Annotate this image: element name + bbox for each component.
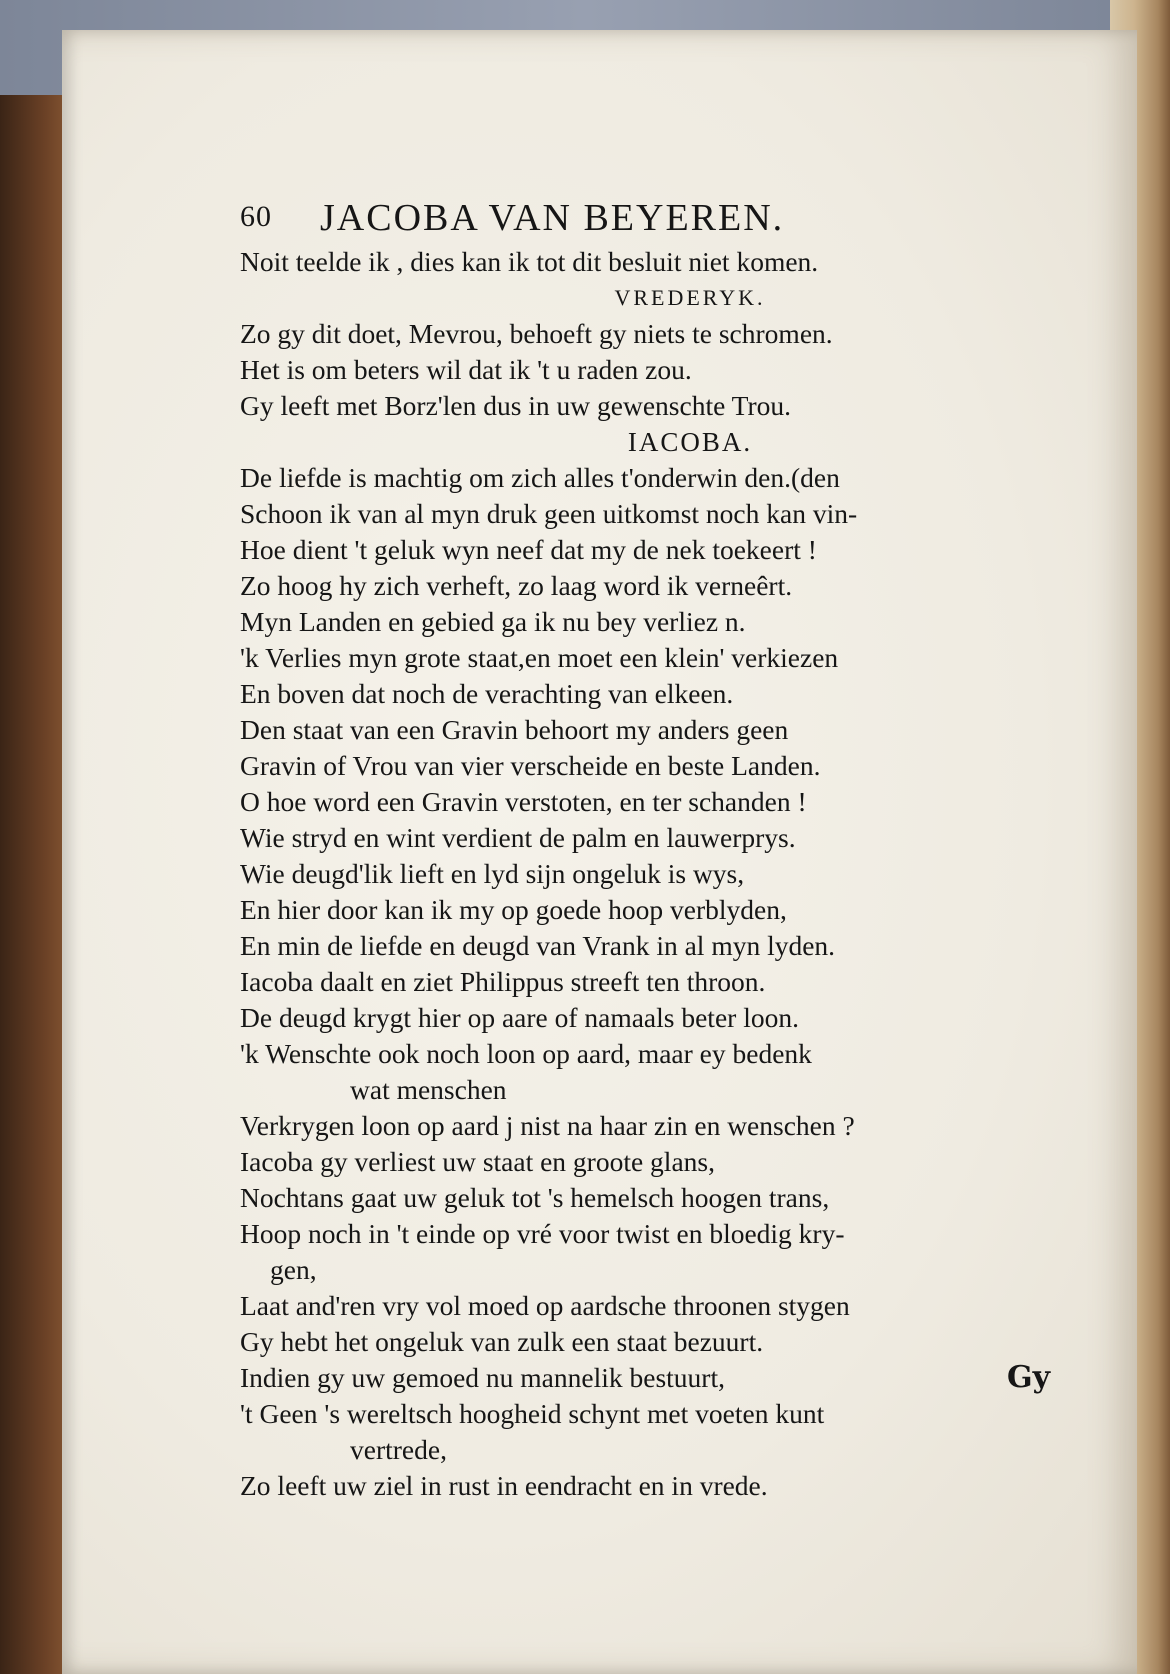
- verse-line: 't Geen 's wereltsch hoogheid schynt met voeten kunt: [240, 1398, 825, 1429]
- catchword: Gy: [1007, 1360, 1051, 1395]
- verse-line: En boven dat noch de verachting van elkeen.: [240, 678, 734, 709]
- verse-line: Zo leeft uw ziel in rust in eendracht en in vrede.: [240, 1470, 768, 1501]
- verse-line: Noit teelde ik , dies kan ik tot dit besluit niet komen.: [240, 246, 819, 277]
- verse-continuation: gen,: [270, 1254, 317, 1285]
- verse-line: Laat and'ren vry vol moed op aardsche throonen stygen: [240, 1290, 850, 1321]
- verse-line: De deugd krygt hier op aare of namaals beter loon.: [240, 1002, 799, 1033]
- verse-line: Schoon ik van al myn druk geen uitkomst noch kan vin-: [240, 498, 858, 529]
- verse-line: Iacoba daalt en ziet Philippus streeft ten throon.: [240, 966, 766, 997]
- verse-line: Het is om beters wil dat ik 't u raden zou.: [240, 354, 692, 385]
- speaker-name: IACOBA.: [627, 427, 753, 457]
- verse-line: Verkrygen loon op aard j nist na haar zin en wenschen ?: [240, 1110, 855, 1141]
- verse-line: De liefde is machtig om zich alles t'onderwin den.(den: [240, 462, 840, 493]
- page-number: 60: [240, 200, 272, 233]
- verse-line: En hier door kan ik my op goede hoop verblyden,: [240, 894, 787, 925]
- verse-line: 'k Verlies myn grote staat,en moet een klein' verkiezen: [240, 642, 839, 673]
- verse-continuation: wat menschen: [350, 1074, 507, 1105]
- verse-line: Myn Landen en gebied ga ik nu bey verliez n.: [240, 606, 746, 637]
- verse-line: 'k Wenschte ook noch loon op aard, maar ey bedenk: [240, 1038, 812, 1069]
- verse-line: En min de liefde en deugd van Vrank in al myn lyden.: [240, 930, 836, 961]
- verse-line: Iacoba gy verliest uw staat en groote glans,: [240, 1146, 715, 1177]
- verse-lines: [240, 244, 1140, 1504]
- verse-line: Den staat van een Gravin behoort my anders geen: [240, 714, 789, 745]
- running-title: JACOBA VAN BEYEREN.: [320, 197, 785, 239]
- verse-continuation: vertrede,: [350, 1434, 447, 1465]
- page-text: [240, 196, 1140, 1504]
- verse-line: Zo hoog hy zich verheft, zo laag word ik verneêrt.: [240, 570, 793, 601]
- verse-line: O hoe word een Gravin verstoten, en ter schanden !: [240, 786, 807, 817]
- verse-line: Nochtans gaat uw geluk tot 's hemelsch hoogen trans,: [240, 1182, 830, 1213]
- verse-line: Gravin of Vrou van vier verscheide en beste Landen.: [240, 750, 821, 781]
- book-page: [62, 30, 1137, 1674]
- running-header: [240, 196, 1140, 244]
- verse-line: Indien gy uw gemoed nu mannelik bestuurt,: [240, 1362, 725, 1393]
- verse-line: Gy leeft met Borz'len dus in uw gewenschte Trou.: [240, 390, 792, 421]
- verse-line: Hoe dient 't geluk wyn neef dat my de nek toekeert !: [240, 534, 817, 565]
- verse-line: Zo gy dit doet, Mevrou, behoeft gy niets te schromen.: [240, 318, 833, 349]
- verse-line: Wie deugd'lik lieft en lyd sijn ongeluk is wys,: [240, 858, 745, 889]
- verse-line: Wie stryd en wint verdient de palm en lauwerprys.: [240, 822, 796, 853]
- speaker-name: VREDERYK.: [614, 285, 766, 310]
- verse-line: Hoop noch in 't einde op vré voor twist en bloedig kry-: [240, 1218, 845, 1249]
- verse-line: Gy hebt het ongeluk van zulk een staat bezuurt.: [240, 1326, 764, 1357]
